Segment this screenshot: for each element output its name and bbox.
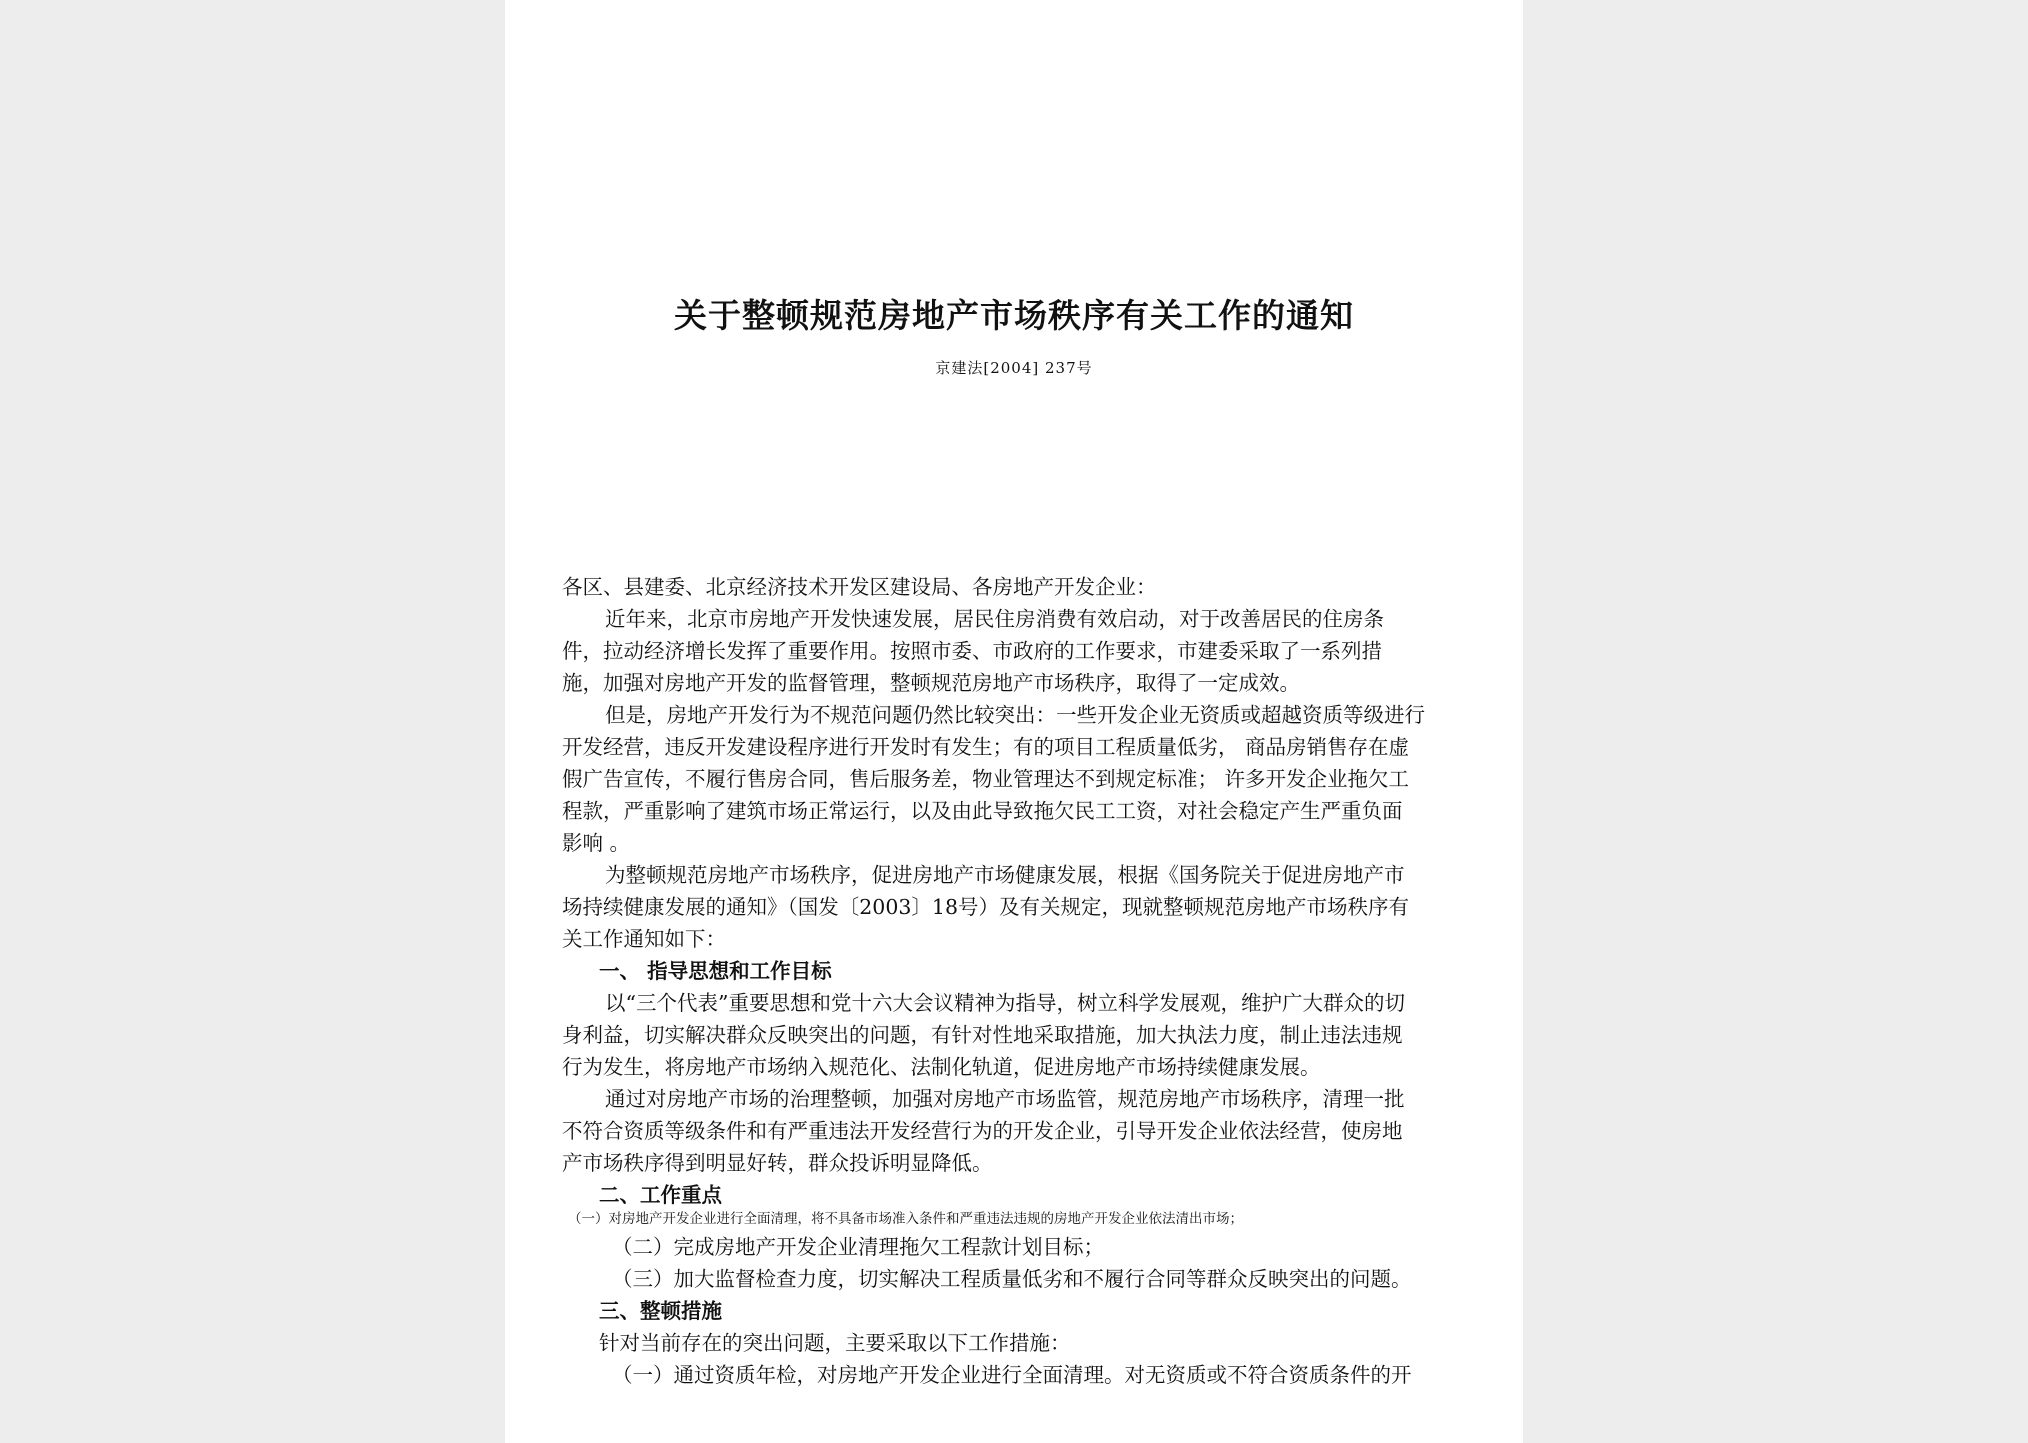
document-number: 京建法[2004] 237号 bbox=[935, 359, 1093, 377]
section-heading: 一、 指导思想和工作目标 bbox=[599, 959, 832, 983]
paragraph-line: 不符合资质等级条件和有严重违法开发经营行为的开发企业，引导开发企业依法经营，使房地 bbox=[562, 1119, 1403, 1143]
paragraph-line: 程款，严重影响了建筑市场正常运行，以及由此导致拖欠民工工资，对社会稳定产生严重负面 bbox=[562, 799, 1403, 823]
paragraph-line: 以“三个代表”重要思想和党十六大会议精神为指导，树立科学发展观，维护广大群众的切 bbox=[605, 991, 1405, 1015]
paragraph-line: 但是，房地产开发行为不规范问题仍然比较突出：一些开发企业无资质或超越资质等级进行 bbox=[605, 703, 1425, 727]
paragraph-line: 关工作通知如下： bbox=[562, 927, 726, 951]
paragraph-line: 身利益，切实解决群众反映突出的问题，有针对性地采取措施，加大执法力度，制止违法违规 bbox=[562, 1023, 1403, 1047]
section-heading: 三、整顿措施 bbox=[599, 1299, 722, 1323]
paragraph-line: 件，拉动经济增长发挥了重要作用。按照市委、市政府的工作要求，市建委采取了一系列措 bbox=[562, 639, 1382, 663]
list-item: （三）加大监督检查力度，切实解决工程质量低劣和不履行合同等群众反映突出的问题。 bbox=[612, 1267, 1412, 1291]
list-item: （一）对房地产开发企业进行全面清理，将不具备市场准入条件和严重违法违规的房地产开发企业依法清出市场； bbox=[568, 1211, 1243, 1227]
list-item: （二）完成房地产开发企业清理拖欠工程款计划目标； bbox=[612, 1235, 1104, 1259]
paragraph-line: 影响 。 bbox=[562, 831, 631, 855]
section-heading: 二、工作重点 bbox=[599, 1183, 722, 1207]
paragraph-line: 假广告宣传，不履行售房合同，售后服务差，物业管理达不到规定标准； 许多开发企业拖欠工 bbox=[562, 767, 1410, 791]
addressee-line: 各区、县建委、北京经济技术开发区建设局、各房地产开发企业： bbox=[562, 575, 1157, 599]
document-title: 关于整顿规范房地产市场秩序有关工作的通知 bbox=[674, 296, 1354, 335]
paragraph-line: 施，加强对房地产开发的监督管理，整顿规范房地产市场秩序，取得了一定成效。 bbox=[562, 671, 1300, 695]
list-item: （一）通过资质年检，对房地产开发企业进行全面清理。对无资质或不符合资质条件的开 bbox=[612, 1363, 1412, 1387]
paragraph-line: 开发经营，违反开发建设程序进行开发时有发生；有的项目工程质量低劣， 商品房销售存在虚 bbox=[562, 735, 1410, 759]
paragraph-line: 通过对房地产市场的治理整顿，加强对房地产市场监管，规范房地产市场秩序，清理一批 bbox=[605, 1087, 1405, 1111]
paragraph-line: 行为发生，将房地产市场纳入规范化、法制化轨道，促进房地产市场持续健康发展。 bbox=[562, 1055, 1321, 1079]
paragraph-line: 针对当前存在的突出问题，主要采取以下工作措施： bbox=[599, 1331, 1071, 1355]
paragraph-line: 场持续健康发展的通知》（国发〔2003〕18号）及有关规定，现就整顿规范房地产市场秩序有 bbox=[562, 895, 1410, 919]
paragraph-line: 近年来，北京市房地产开发快速发展，居民住房消费有效启动，对于改善居民的住房条 bbox=[605, 607, 1384, 631]
document-page bbox=[505, 0, 1523, 1443]
paragraph-line: 产市场秩序得到明显好转，群众投诉明显降低。 bbox=[562, 1151, 993, 1175]
paragraph-line: 为整顿规范房地产市场秩序，促进房地产市场健康发展，根据《国务院关于促进房地产市 bbox=[605, 863, 1405, 887]
